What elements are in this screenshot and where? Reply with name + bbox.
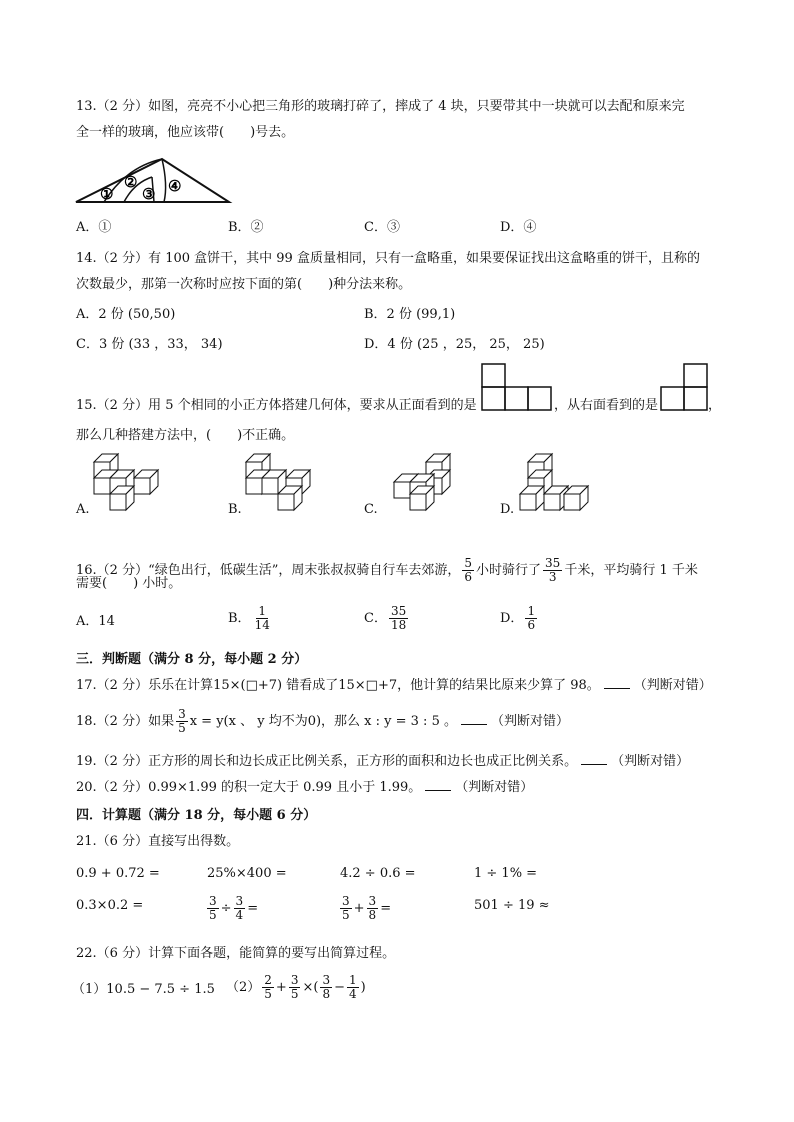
- q15-option-a-figure: [90, 452, 170, 514]
- q15-option-d-figure: [514, 452, 594, 514]
- section-3-heading: 三．判断题（满分 8 分，每小题 2 分）: [76, 652, 308, 667]
- q15-option-d-label[interactable]: D.: [500, 502, 515, 517]
- piece-4-label: ④: [168, 177, 182, 195]
- q16-fraction-distance: $\frac{35}{3}$: [545, 556, 561, 584]
- q16-fraction-time: $\frac{5}{6}$: [464, 556, 473, 584]
- q22-title: 22.（6 分）计算下面各题，能简算的要写出简算过程。: [76, 946, 396, 961]
- q16-option-d[interactable]: D． $\frac{1}{6}$: [500, 604, 536, 632]
- q21-r1c1: 0.9 + 0.72 =: [76, 866, 160, 881]
- q19: 19.（2 分）正方形的周长和边长成正比例关系，正方形的面积和边长也成正比例关系。 （判断对错）: [76, 754, 690, 769]
- q13-option-c[interactable]: C．③: [364, 220, 400, 235]
- q16-option-b[interactable]: B． $\frac{1}{14}$: [228, 604, 270, 632]
- q15-option-b-label[interactable]: B.: [228, 502, 242, 517]
- q15-line1-b: ，从右面看到的是: [554, 398, 659, 413]
- q21-title: 21.（6 分）直接写出得数。: [76, 834, 240, 849]
- q16-option-a[interactable]: A．14: [76, 614, 115, 629]
- piece-1-label: ①: [100, 185, 114, 203]
- q14-option-c[interactable]: C．3 份 (33 ，33， 34): [76, 337, 223, 352]
- front-view-figure: [481, 363, 553, 411]
- q15-line1-a: 15.（2 分）用 5 个相同的小正方体搭建几何体，要求从正面看到的是: [76, 398, 477, 413]
- q19-answer-blank[interactable]: [581, 752, 607, 765]
- q22-part1: （1）10.5 − 7.5 ÷ 1.5: [72, 982, 215, 997]
- q18-answer-blank[interactable]: [461, 712, 487, 725]
- q15-line2: 那么几种搭建方法中，( )不正确。: [76, 428, 295, 443]
- q16-text-a: 16.（2 分）“绿色出行，低碳生活”，周末张叔叔骑自行车去郊游，: [76, 563, 461, 578]
- section-4-heading: 四．计算题（满分 18 分，每小题 6 分）: [76, 808, 317, 823]
- q14-option-d[interactable]: D．4 份 (25 ，25， 25， 25): [364, 337, 545, 352]
- q16-text-b: 小时骑行了: [476, 563, 542, 578]
- q15-option-c-figure: [384, 452, 464, 514]
- q13-line2: 全一样的玻璃，他应该带( )号去。: [76, 125, 295, 140]
- q13-line1: 13.（2 分）如图，亮亮不小心把三角形的玻璃打碎了，摔成了 4 块，只要带其中一块就可以去配和原来完: [76, 99, 685, 114]
- q17: 17.（2 分）乐乐在计算15×(□+7) 错看成了15×□+7，他计算的结果比原来少算了 98。 （判断对错）: [76, 678, 712, 693]
- q18-fraction: $\frac{3}{5}$: [178, 707, 186, 735]
- q16-text-c: 千米，平均骑行 1 千米: [564, 563, 698, 578]
- q20-answer-blank[interactable]: [425, 778, 451, 791]
- q21-r2c3: $\frac{3}{5}$ + $\frac{3}{8}$ =: [342, 894, 392, 922]
- q13-option-b[interactable]: B．②: [228, 220, 264, 235]
- q13-option-a[interactable]: A．①: [76, 220, 112, 235]
- q16-option-c[interactable]: C． $\frac{35}{18}$: [364, 604, 407, 632]
- q15-line1-c: ，: [708, 398, 722, 413]
- q18: 18.（2 分）如果 $\frac{3}{5}$ x = y(x 、 y 均不为0)，那么 x : y = 3 : 5 。 （判断对错）: [76, 707, 569, 735]
- q14-option-b[interactable]: B．2 份 (99,1): [364, 307, 456, 322]
- q15-option-b-figure: [244, 452, 324, 514]
- q13-option-d[interactable]: D．④: [500, 220, 537, 235]
- piece-3-label: ③: [142, 185, 156, 203]
- piece-2-label: ②: [124, 173, 138, 191]
- q17-answer-blank[interactable]: [604, 676, 630, 689]
- q15-option-a-label[interactable]: A.: [76, 502, 90, 517]
- q21-r2c1: 0.3×0.2 =: [76, 898, 144, 913]
- right-view-figure: [660, 363, 710, 411]
- q21-r2c4: 501 ÷ 19 ≈: [474, 898, 550, 913]
- q20: 20.（2 分）0.99×1.99 的积一定大于 0.99 且小于 1.99。 （判断对错）: [76, 780, 534, 795]
- q21-r2c2: $\frac{3}{5}$ ÷ $\frac{3}{4}$ =: [209, 894, 259, 922]
- q14-line2: 次数最少，那第一次称时应按下面的第( )种分法来称。: [76, 277, 412, 292]
- q21-r1c3: 4.2 ÷ 0.6 =: [340, 866, 416, 881]
- q14-option-a[interactable]: A．2 份 (50,50): [76, 307, 176, 322]
- q22-part2: （2） $\frac{2}{5}$ + $\frac{3}{5}$ ×( $\frac{3}{8}$ − $\frac{1}{4}$ ): [226, 973, 366, 1001]
- q21-r1c4: 1 ÷ 1% =: [474, 866, 538, 881]
- q21-r1c2: 25%×400 =: [207, 866, 287, 881]
- q16-line2: 需要( ) 小时。: [76, 576, 182, 591]
- q14-line1: 14.（2 分）有 100 盒饼干，其中 99 盒质量相同，只有一盒略重，如果要保证找出这盒略重的饼干，且称的: [76, 251, 700, 266]
- q15-option-c-label[interactable]: C.: [364, 502, 378, 517]
- triangle-figure: [74, 155, 234, 205]
